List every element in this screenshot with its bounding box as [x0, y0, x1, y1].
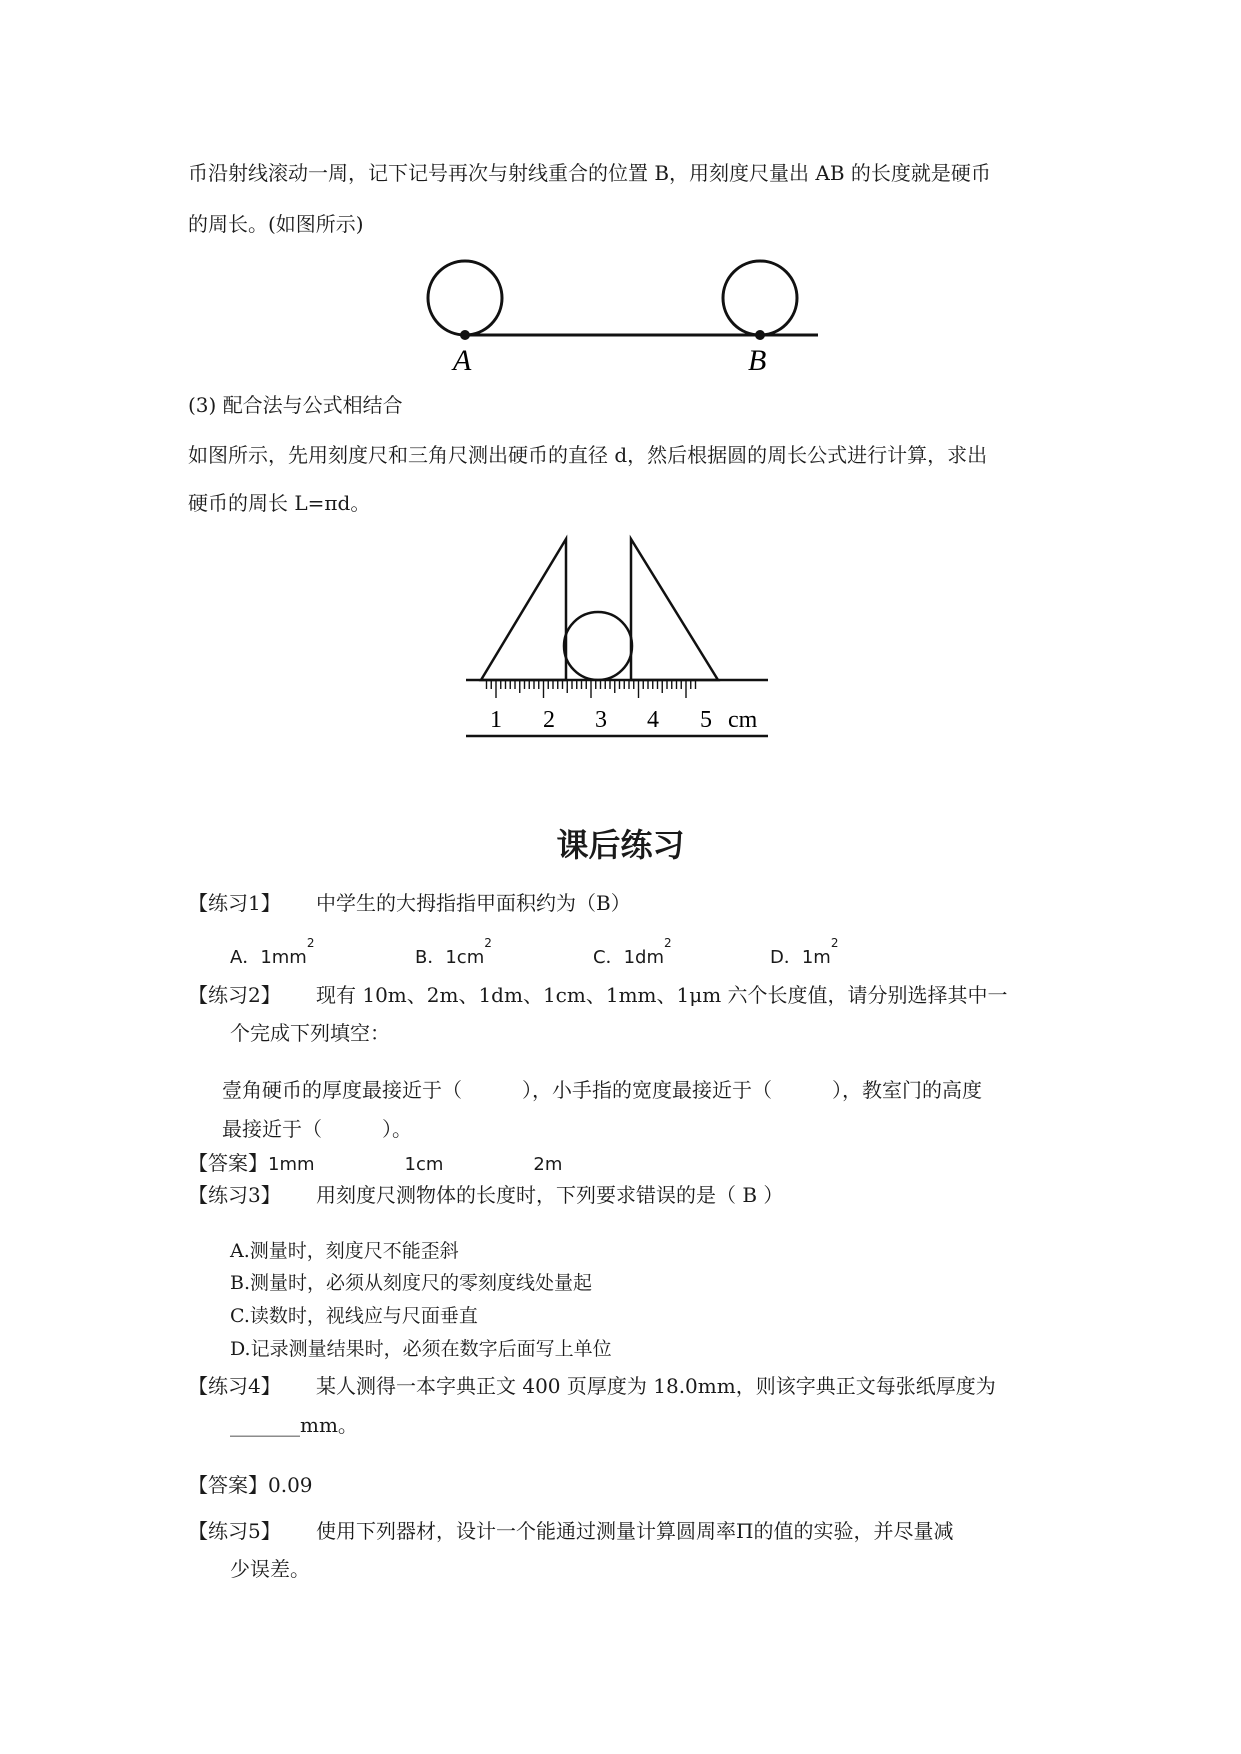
option-c-sup: 2	[663, 936, 672, 950]
answer-1: 1mm	[268, 1154, 315, 1175]
exercise-1-option-a	[230, 936, 315, 971]
exercise-2-line-1: 现有 10m、2m、1dm、1cm、1mm、1μm 六个长度值，请分别选择其中一	[316, 983, 1008, 1007]
exercise-1-question	[188, 890, 631, 916]
exercise-2-fill-1: 壹角硬币的厚度最接近于（ ），小手指的宽度最接近于（ ），教室门的高度	[222, 1078, 982, 1102]
exercise-2-answer	[188, 1150, 562, 1178]
exercise-1-tag: 【练习1】	[188, 891, 281, 915]
intro-line-1: 币沿射线滚动一周，记下记号再次与射线重合的位置 B，用刻度尺量出 AB 的长度就是硬币	[188, 161, 991, 185]
method3-heading: (3) 配合法与公式相结合	[188, 393, 403, 417]
exercise-4-line-1: 某人测得一本字典正文 400 页厚度为 18.0mm，则该字典正文每张纸厚度为	[316, 1374, 996, 1398]
exercise-4-answer-tag: 【答案】	[188, 1473, 268, 1497]
exercise-3-tag: 【练习3】	[188, 1183, 281, 1207]
exercise-2-answer-tag: 【答案】	[188, 1151, 268, 1175]
option-a-sup: 2	[306, 936, 315, 950]
method3-line-1: 如图所示，先用刻度尺和三角尺测出硬币的直径 d，然后根据圆的周长公式进行计算，求出	[188, 443, 988, 467]
point-a	[460, 330, 470, 340]
exercise-1-text: 中学生的大拇指指甲面积约为（B）	[316, 891, 631, 915]
exercise-4-unit: mm。	[300, 1413, 358, 1437]
exercise-4-blank: _______	[230, 1413, 300, 1437]
exercise-1-option-c	[593, 936, 672, 971]
exercise-4-answer	[188, 1472, 313, 1498]
exercise-4-line-2	[230, 1412, 358, 1438]
exercise-3-option-d: D.记录测量结果时，必须在数字后面写上单位	[230, 1338, 612, 1360]
exercise-2-line-2: 个完成下列填空：	[230, 1021, 390, 1045]
ruler-tick-3: 3	[595, 707, 607, 733]
section-title: 课后练习	[556, 826, 685, 864]
exercise-1-option-d	[770, 936, 839, 971]
coin-circle-a	[428, 261, 502, 335]
exercise-5-question	[188, 1518, 953, 1544]
option-b-sup: 2	[484, 936, 492, 950]
option-d-sup: 2	[830, 936, 839, 950]
answer-2: 1cm	[404, 1154, 444, 1175]
ruler-tick-4: 4	[647, 707, 659, 733]
exercise-3-option-b: B.测量时，必须从刻度尺的零刻度线处量起	[230, 1272, 593, 1294]
exercise-2-fill-2: 最接近于（ ）。	[222, 1117, 412, 1141]
left-triangle	[481, 539, 566, 680]
exercise-5-line-2: 少误差。	[230, 1557, 310, 1581]
method3-line-2: 硬币的周长 L=πd。	[188, 491, 371, 515]
label-b: B	[748, 344, 767, 377]
ruler-unit: cm	[728, 707, 758, 733]
exercise-4-answer-value: 0.09	[268, 1473, 313, 1497]
option-c-label: C．1dm	[593, 947, 664, 968]
ruler-triangle-figure	[466, 532, 776, 742]
exercise-1-option-b	[415, 936, 492, 971]
exercise-4-question	[188, 1373, 996, 1399]
rolling-coin-figure	[420, 248, 820, 378]
exercise-2-tag: 【练习2】	[188, 983, 281, 1007]
option-a-label: A．1mm	[230, 947, 307, 968]
exercise-3-option-c: C.读数时，视线应与尺面垂直	[230, 1305, 478, 1327]
ruler-minor-ticks	[487, 680, 696, 698]
coin-circle-b	[723, 261, 797, 335]
right-triangle	[631, 539, 718, 680]
ruler-tick-1: 1	[490, 707, 502, 733]
label-a: A	[453, 344, 472, 377]
option-d-label: D．1m	[770, 947, 831, 968]
ruler-tick-5: 5	[700, 707, 712, 733]
answer-3: 2m	[533, 1154, 563, 1175]
point-b	[755, 330, 765, 340]
coin-circle	[564, 612, 632, 680]
exercise-4-tag: 【练习4】	[188, 1374, 281, 1398]
exercise-3-text: 用刻度尺测物体的长度时，下列要求错误的是（ B ）	[316, 1183, 784, 1207]
ruler-tick-2: 2	[543, 707, 555, 733]
exercise-5-line-1: 使用下列器材，设计一个能通过测量计算圆周率Π的值的实验，并尽量减	[316, 1519, 954, 1543]
exercise-2-question	[188, 982, 1008, 1008]
exercise-3-option-a: A.测量时，刻度尺不能歪斜	[230, 1240, 459, 1262]
option-b-label: B．1cm	[415, 947, 485, 968]
intro-line-2: 的周长。(如图所示)	[188, 212, 364, 236]
exercise-3-question	[188, 1182, 783, 1208]
exercise-5-tag: 【练习5】	[188, 1519, 281, 1543]
